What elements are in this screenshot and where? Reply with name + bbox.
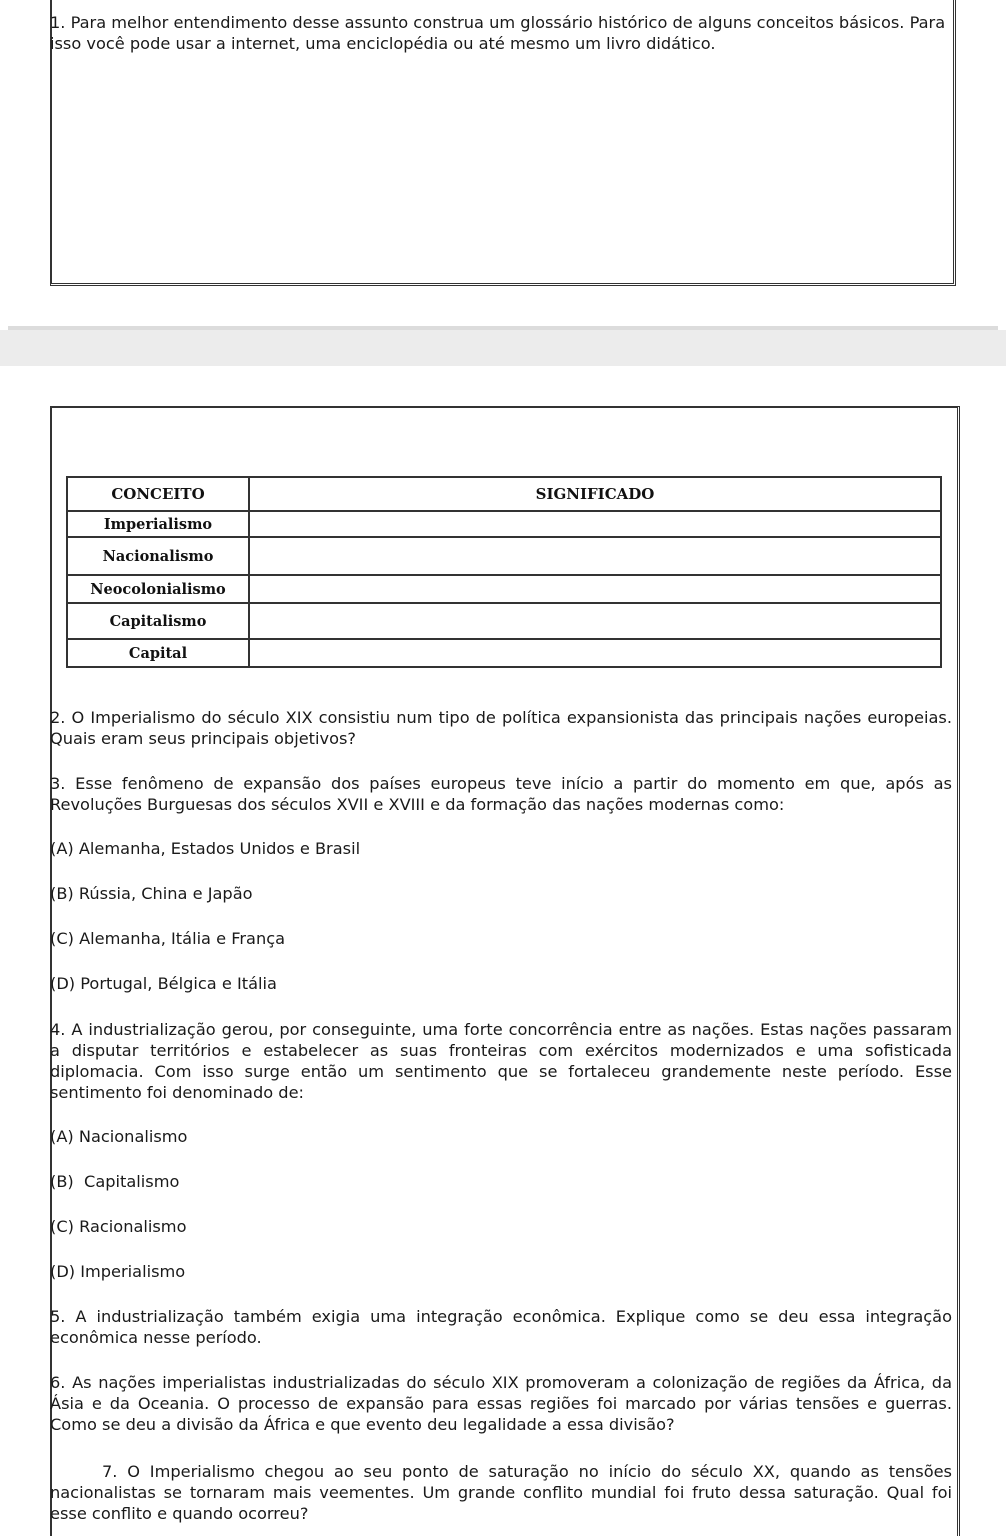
table-row: [67, 603, 941, 639]
q3-option-a: (A) Alemanha, Estados Unidos e Brasil: [50, 839, 361, 858]
q3-option-c: (C) Alemanha, Itália e França: [50, 929, 286, 948]
concept-cell: Capital: [67, 639, 249, 667]
concept-cell: Neocolonialismo: [67, 575, 249, 603]
question-2: 2. O Imperialismo do século XIX consistiu num tipo de política expansionista das principais nações europeias. Quais eram seus principais objetivos?: [50, 708, 952, 748]
question-6: 6. As nações imperialistas industrializadas do século XIX promoveram a colonização de regiões da África, da Ásia e da Oceania. O processo de expansão para essas regiões foi marcado por várias tensões e guerras. Como se deu a divisão da África e que evento deu legalidade a essa divisão?: [50, 1373, 952, 1434]
glossary-table: [66, 476, 942, 668]
meaning-cell[interactable]: [249, 603, 941, 639]
q4-option-c: (C) Racionalismo: [50, 1217, 187, 1236]
table-row: [67, 639, 941, 667]
table-row: [67, 511, 941, 537]
table-header-row: [67, 477, 941, 511]
table-row: [67, 537, 941, 575]
q4-option-a: (A) Nacionalismo: [50, 1127, 188, 1146]
q3-option-b: (B) Rússia, China e Japão: [50, 884, 253, 903]
concept-cell: Capitalismo: [67, 603, 249, 639]
page-separator: [0, 330, 1006, 366]
meaning-cell[interactable]: [249, 537, 941, 575]
meaning-cell[interactable]: [249, 511, 941, 537]
meaning-cell[interactable]: [249, 639, 941, 667]
header-meaning: SIGNIFICADO: [249, 477, 941, 511]
header-concept: CONCEITO: [67, 477, 249, 511]
question-1: 1. Para melhor entendimento desse assunto construa um glossário histórico de alguns conceitos básicos. Para isso você pode usar a internet, uma enciclopédia ou até mesmo um livro didático.: [50, 13, 946, 53]
q4-option-d: (D) Imperialismo: [50, 1262, 186, 1281]
question-7: 7. O Imperialismo chegou ao seu ponto de saturação no início do século XX, quando as tensões nacionalistas se tornaram mais veementes. Um grande conflito mundial foi fruto dessa saturação. Qual foi esse conflito e quando ocorreu?: [50, 1462, 952, 1523]
q4-option-b: (B) Capitalismo: [50, 1172, 180, 1191]
concept-cell: Imperialismo: [67, 511, 249, 537]
meaning-cell[interactable]: [249, 575, 941, 603]
q3-option-d: (D) Portugal, Bélgica e Itália: [50, 974, 277, 993]
concept-cell: Nacionalismo: [67, 537, 249, 575]
page-section-1: [0, 0, 1006, 330]
question-4: 4. A industrialização gerou, por conseguinte, uma forte concorrência entre as nações. Estas nações passaram a disputar territórios e estabelecer as suas fronteiras com exércitos modernizados e uma sofisticada diplomacia. Com isso surge então um sentimento que se fortaleceu grandemente neste período. Esse sentimento foi denominado de:: [50, 1020, 952, 1102]
question-3: 3. Esse fenômeno de expansão dos países europeus teve início a partir do momento em que, após as Revoluções Burguesas dos séculos XVII e XVIII e da formação das nações modernas como:: [50, 774, 952, 814]
question-5: 5. A industrialização também exigia uma integração econômica. Explique como se deu essa integração econômica nesse período.: [50, 1307, 952, 1347]
table-row: [67, 575, 941, 603]
